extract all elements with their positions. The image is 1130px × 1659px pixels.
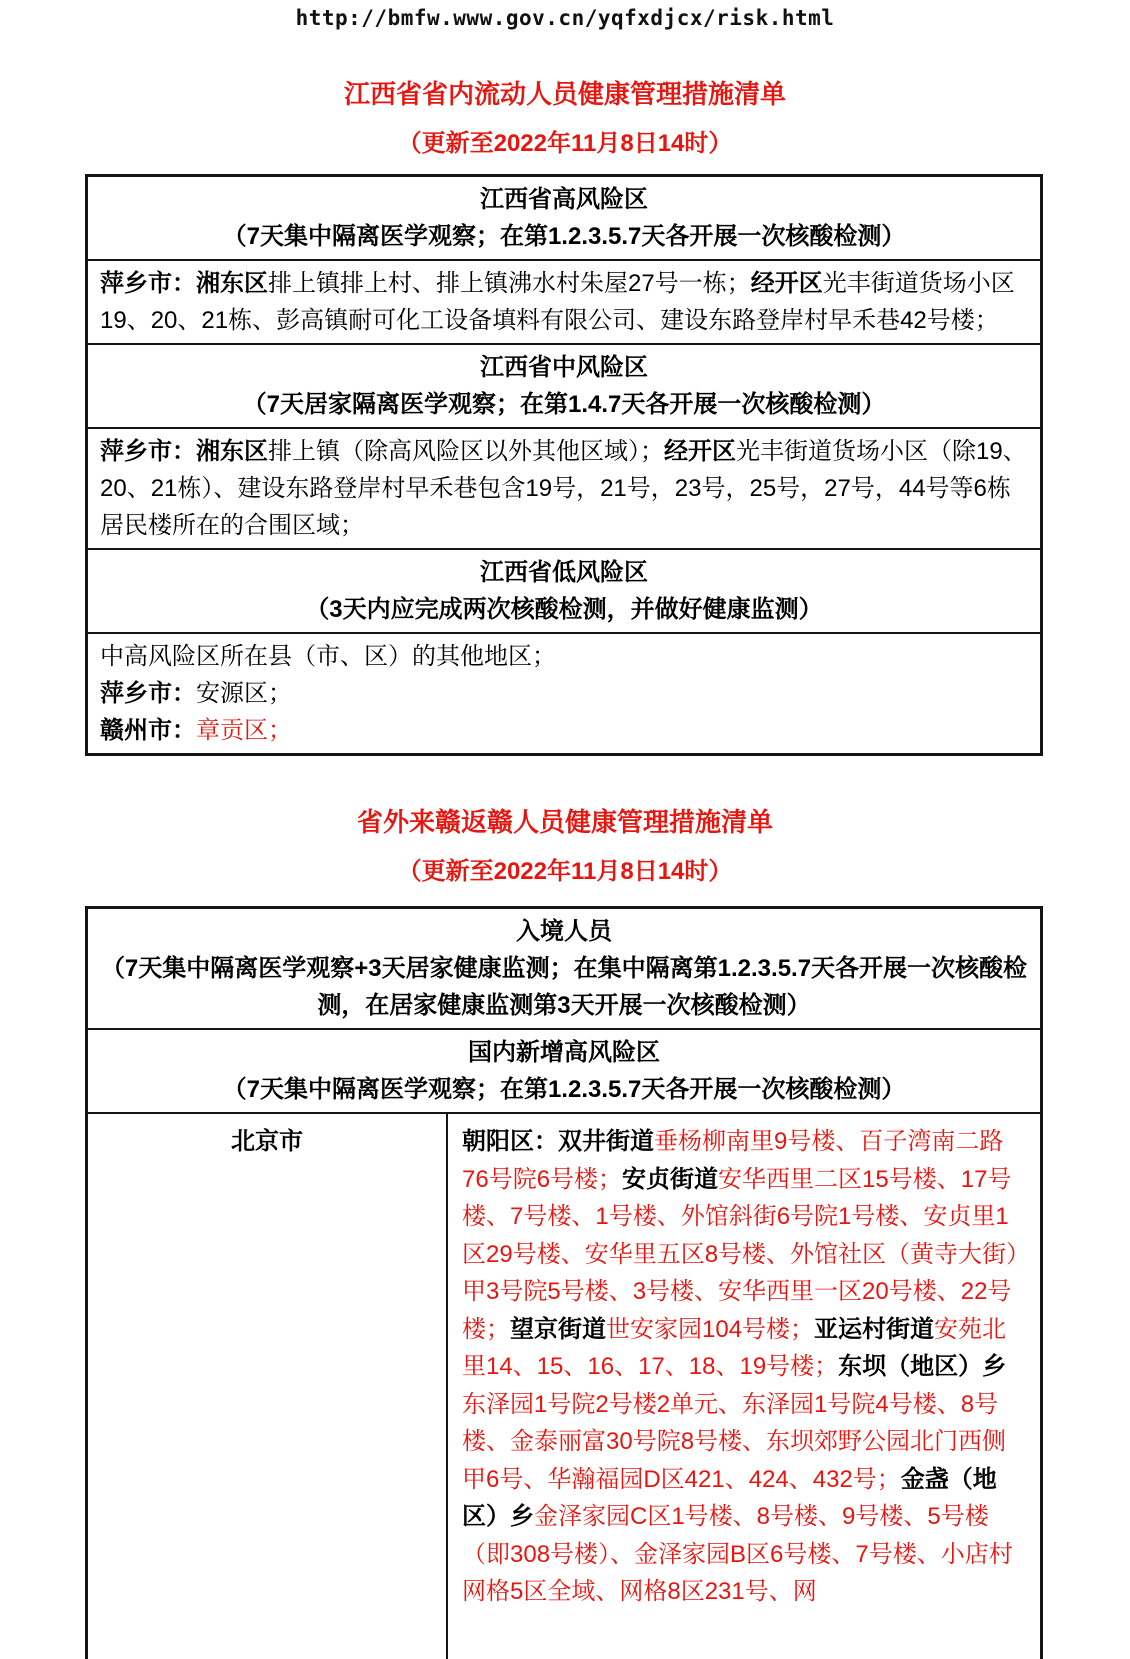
high-risk-areas-row	[88, 261, 1040, 345]
low-risk-areas-line	[100, 712, 1028, 749]
high-risk-areas-text	[100, 265, 1028, 339]
medium-risk-header-row	[88, 345, 1040, 429]
medium-risk-title: 江西省中风险区	[480, 354, 648, 381]
text-run: 萍乡市：湘东区	[100, 438, 268, 465]
text-run: 金泽家园C区1号楼、8号楼、9号楼、5号楼（即308号楼）、金泽家园B区6号楼、7号楼、小店村网格5区全域、网格8区231号、网	[462, 1503, 1013, 1605]
outside-province-risk-table	[85, 906, 1043, 1659]
text-run: 金盏（地区）乡	[462, 1465, 997, 1530]
text-run: 萍乡市：湘东区	[100, 270, 268, 297]
text-run: 垂杨柳南里9号楼、百子湾南二路76号院6号楼；	[462, 1128, 1004, 1193]
outside-province-list-title: 省外来赣返赣人员健康管理措施清单	[356, 807, 773, 837]
beijing-row	[88, 1114, 1040, 1659]
high-risk-header-row	[88, 177, 1040, 261]
text-run: 望京街道	[510, 1315, 606, 1343]
high-risk-title: 江西省高风险区	[480, 186, 648, 213]
new-high-risk-header-row	[88, 1030, 1040, 1114]
text-run: 赣州市：	[100, 717, 196, 744]
low-risk-areas-line	[100, 675, 1028, 712]
city-areas-cell	[448, 1114, 1040, 1659]
low-risk-title: 江西省低风险区	[480, 559, 648, 586]
text-run: 安源区；	[196, 680, 292, 707]
low-risk-policy: （3天内应完成两次核酸检测，并做好健康监测）	[305, 596, 823, 623]
text-run: 光丰街道货场小区19、20、21栋、彭高镇耐可化工设备填料有限公司、建设东路登岸村早禾巷42号楼；	[100, 270, 1015, 334]
entry-persons-policy: （7天集中隔离医学观察+3天居家健康监测；在集中隔离第1.2.3.5.7天各开展一次核酸检测，在居家健康监测第3天开展一次核酸检测）	[100, 955, 1028, 1019]
text-run: 光丰街道货场小区（除19、20、21栋）、建设东路登岸村早禾巷包含19号，21号，23号，25号，27号，44号等6栋居民楼所在的合围区域；	[100, 438, 1027, 539]
new-high-risk-policy: （7天集中隔离医学观察；在第1.2.3.5.7天各开展一次核酸检测）	[222, 1076, 906, 1103]
high-risk-policy: （7天集中隔离医学观察；在第1.2.3.5.7天各开展一次核酸检测）	[222, 223, 906, 250]
text-run: 安贞街道	[622, 1165, 719, 1193]
province-risk-table	[85, 174, 1043, 756]
text-run: 排上镇（除高风险区以外其他区域）；	[268, 438, 664, 465]
medium-risk-areas-row	[88, 429, 1040, 550]
text-run: 安苑北里14、15、16、17、18、19号楼；	[462, 1315, 1007, 1380]
province-list-title: 江西省省内流动人员健康管理措施清单	[343, 79, 786, 109]
medium-risk-policy: （7天居家隔离医学观察；在第1.4.7天各开展一次核酸检测）	[242, 391, 886, 418]
text-run: 排上镇排上村、排上镇沸水村朱屋27号一栋；	[268, 270, 751, 297]
low-risk-areas-line	[100, 638, 1028, 675]
text-run: 萍乡市：	[100, 680, 196, 707]
text-run: 世安家园104号楼；	[606, 1315, 815, 1343]
beijing-areas-text	[462, 1123, 1030, 1611]
text-run: 东泽园1号院2号楼2单元、东泽园1号院4号楼、8号楼、金泰丽富30号院8号楼、东坝郊野公园北门西侧甲6号、华瀚福园D区421、424、432号；	[462, 1390, 1007, 1493]
page-url-text: http://bmfw.www.gov.cn/yqfxdjcx/risk.html	[295, 6, 835, 30]
text-run: 章贡区；	[196, 717, 292, 744]
new-high-risk-title: 国内新增高风险区	[468, 1039, 660, 1066]
medium-risk-areas-text	[100, 433, 1028, 544]
entry-persons-header-row	[88, 909, 1040, 1030]
text-run: 朝阳区：双井街道	[462, 1128, 654, 1155]
text-run: 安华西里二区15号楼、17号楼、7号楼、1号楼、外馆斜街6号院1号楼、安贞里1区29号楼、安华里五区8号楼、外馆社区（黄寺大街）甲3号院5号楼、3号楼、安华西里一区20号楼、22号楼；	[462, 1165, 1019, 1343]
province-list-update-time: （更新至2022年11月8日14时）	[397, 130, 733, 157]
low-risk-areas-row	[88, 634, 1040, 753]
city-name-cell: 北京市	[88, 1114, 448, 1659]
text-run: 经开区	[750, 270, 823, 297]
entry-persons-title: 入境人员	[516, 918, 612, 945]
text-run: 亚运村街道	[814, 1315, 935, 1343]
text-run: 中高风险区所在县（市、区）的其他地区；	[100, 643, 556, 670]
low-risk-header-row	[88, 550, 1040, 634]
text-run: 经开区	[664, 438, 736, 465]
outside-province-list-update-time: （更新至2022年11月8日14时）	[397, 858, 733, 885]
text-run: 东坝（地区）乡	[838, 1353, 1007, 1380]
